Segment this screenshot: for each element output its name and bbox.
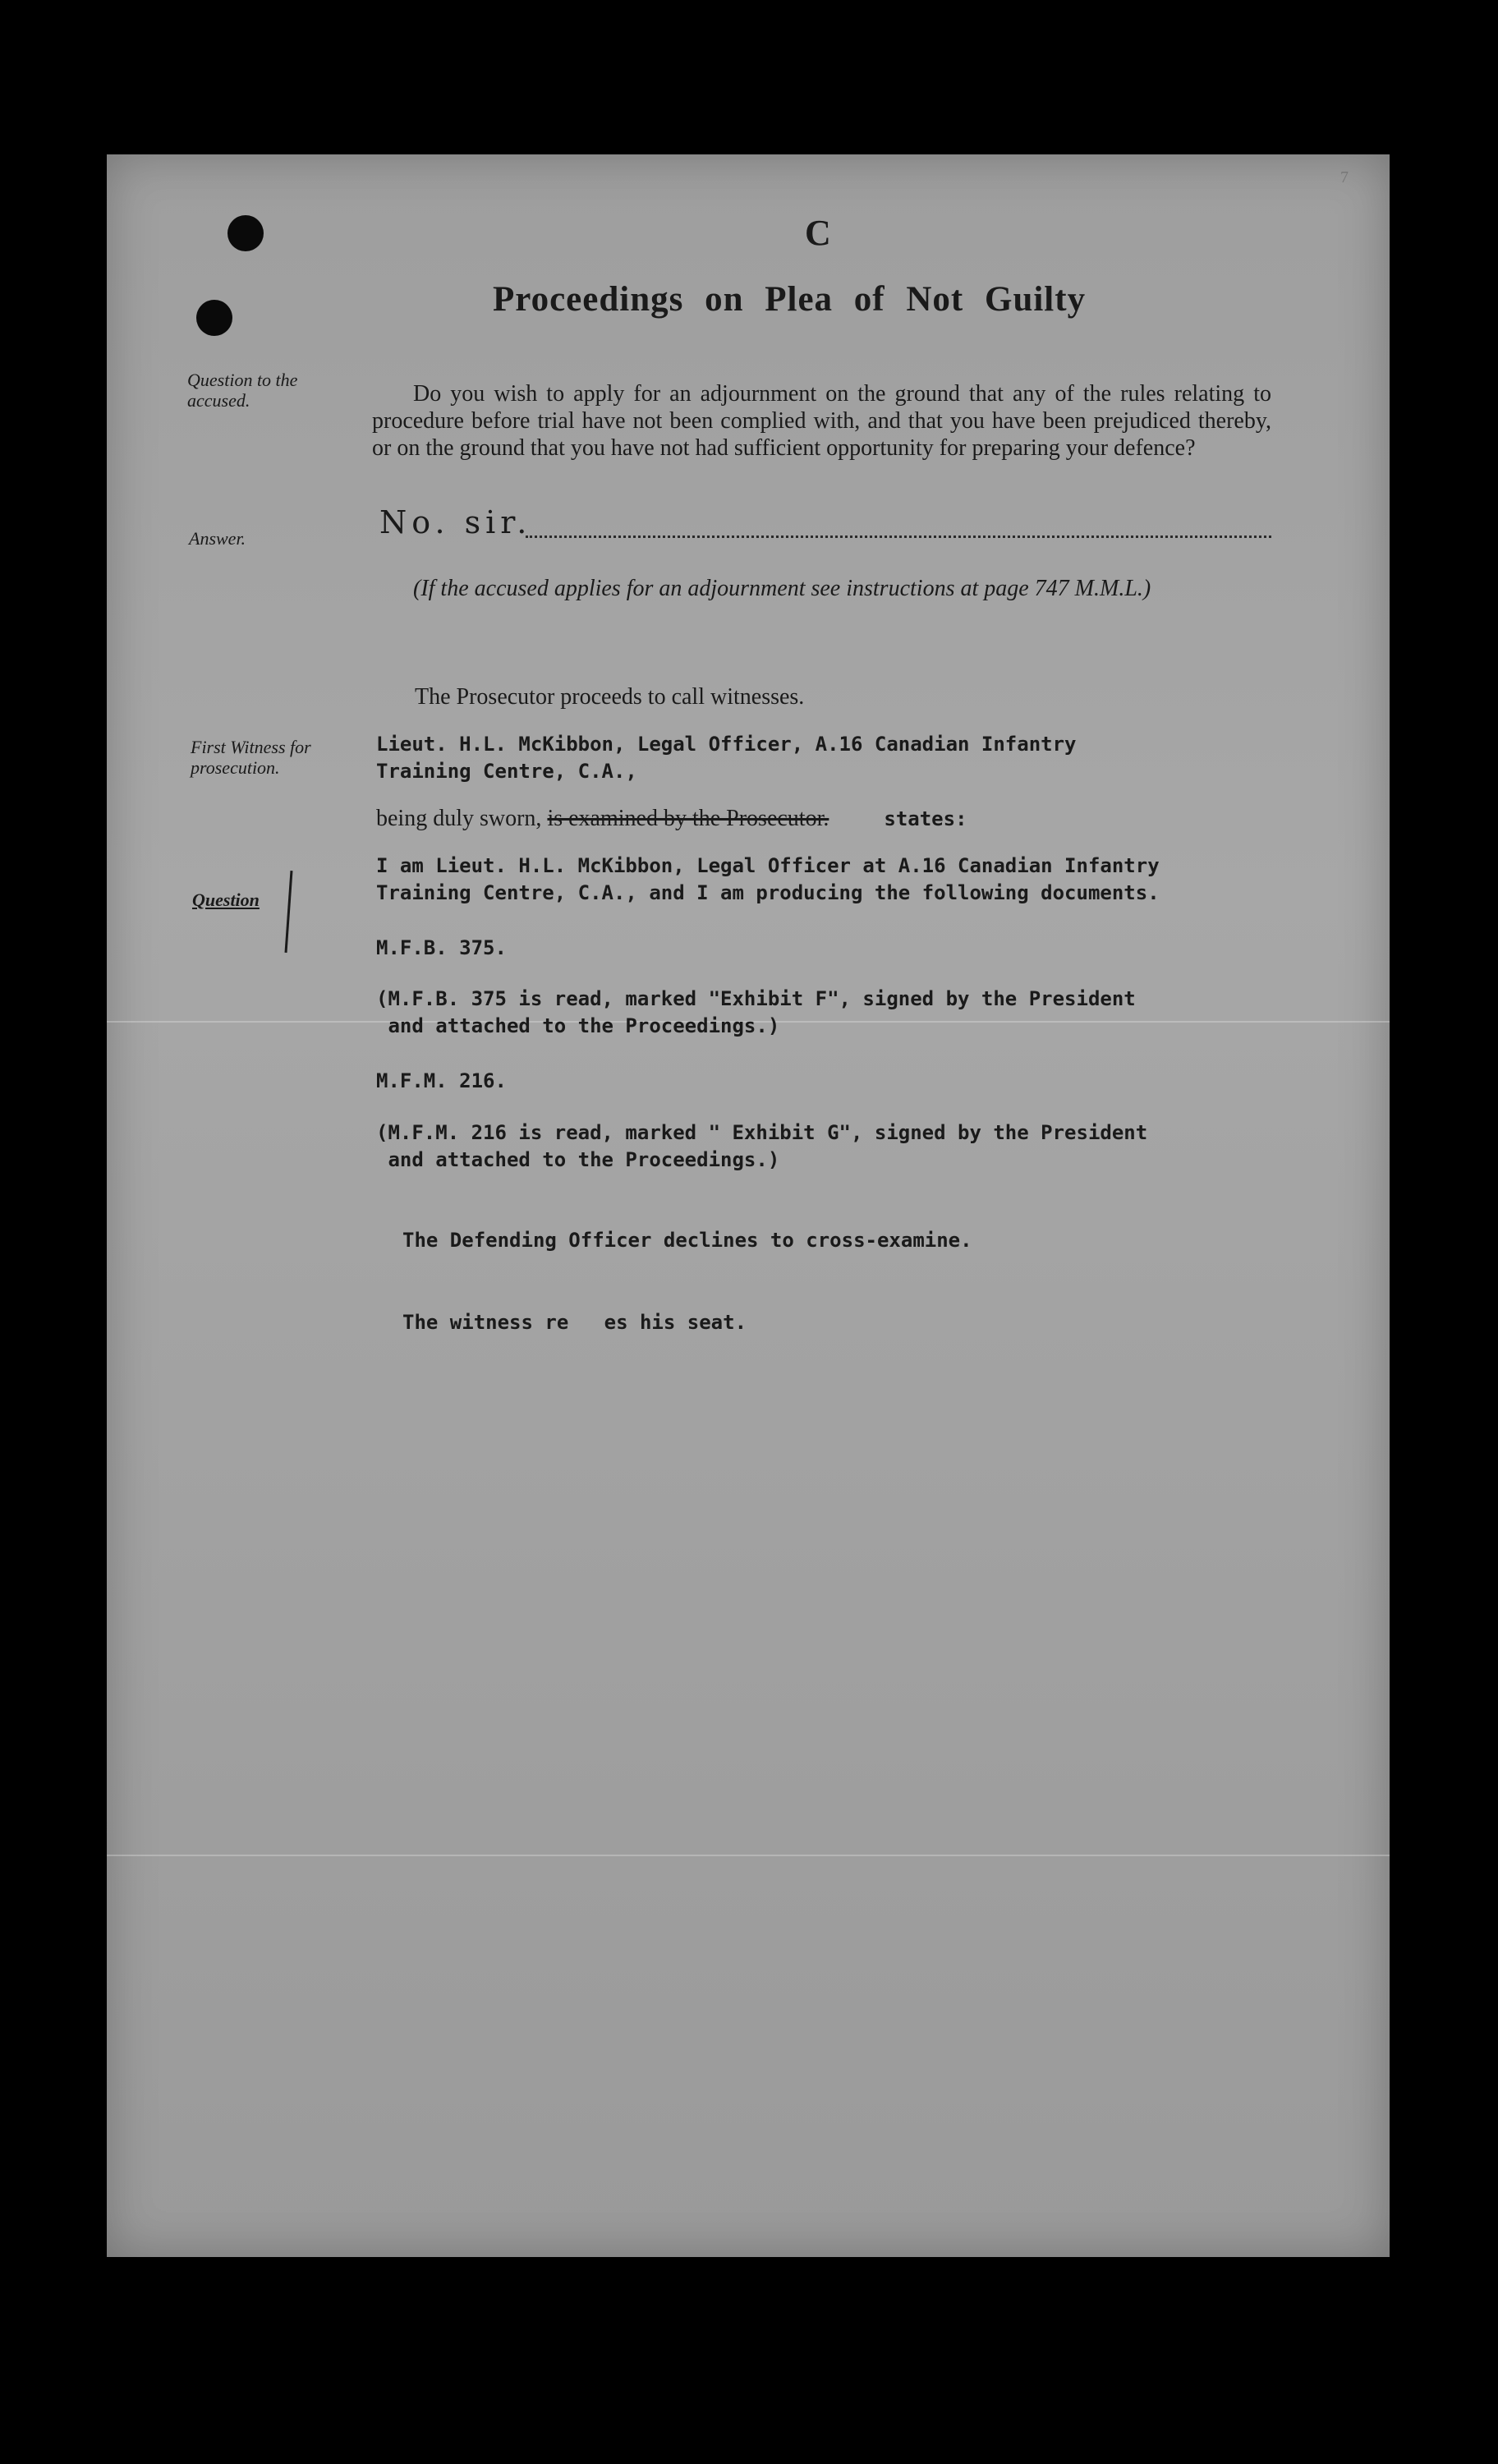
sworn-suffix: states:: [884, 807, 967, 830]
section-letter: C: [805, 213, 831, 253]
seat-line: The witness re es his seat.: [402, 1311, 747, 1334]
sworn-line: [376, 805, 967, 833]
adjournment-question: Do you wish to apply for an adjournment on the ground that any of the rules relating to procedure before trial have not been complied with, and that you have been prejudiced thereby, or on the ground that you have not had sufficient opportunity for preparing your defence?: [372, 381, 1271, 461]
document-1-note-line-2: and attached to the Proceedings.): [376, 1014, 780, 1037]
fold-line: [107, 1855, 1390, 1856]
handwritten-answer: No. sir.: [379, 504, 532, 540]
document-2-note-line-1: (M.F.M. 216 is read, marked " Exhibit G", signed by the President: [376, 1121, 1148, 1144]
margin-answer-label: Answer.: [189, 528, 246, 549]
document-2-note-line-2: and attached to the Proceedings.): [376, 1148, 780, 1171]
document-2: M.F.M. 216.: [376, 1069, 507, 1092]
prosecutor-line: The Prosecutor proceeds to call witnesses.: [415, 684, 805, 710]
witness-line-2: Training Centre, C.A.,: [376, 760, 637, 783]
statement-line-2: Training Centre, C.A., and I am producing the following documents.: [376, 881, 1160, 904]
margin-first-witness-label: First Witness for prosecution.: [191, 737, 311, 778]
corner-mark: 7: [1340, 168, 1349, 186]
adjournment-note: (If the accused applies for an adjournment see instructions at page 747 M.M.L.): [413, 576, 1151, 601]
margin-question-label: Question to the accused.: [187, 370, 298, 411]
answer-dotted-line: [526, 536, 1271, 538]
document-1: M.F.B. 375.: [376, 936, 507, 959]
punch-hole: [196, 300, 232, 336]
sworn-struck-text: is examined by the Prosecutor.: [547, 806, 829, 831]
punch-hole: [227, 215, 264, 251]
declines-line: The Defending Officer declines to cross-examine.: [402, 1229, 972, 1252]
witness-line-1: Lieut. H.L. McKibbon, Legal Officer, A.16 Canadian Infantry: [376, 733, 1077, 756]
document-1-note-line-1: (M.F.B. 375 is read, marked "Exhibit F", signed by the President: [376, 987, 1136, 1010]
sworn-prefix: being duly sworn,: [376, 806, 542, 831]
page-title: Proceedings on Plea of Not Guilty: [493, 280, 1087, 319]
statement-line-1: I am Lieut. H.L. McKibbon, Legal Officer at A.16 Canadian Infantry: [376, 854, 1160, 877]
margin-question-mark: Question: [192, 890, 260, 910]
document-page: [107, 154, 1390, 2257]
